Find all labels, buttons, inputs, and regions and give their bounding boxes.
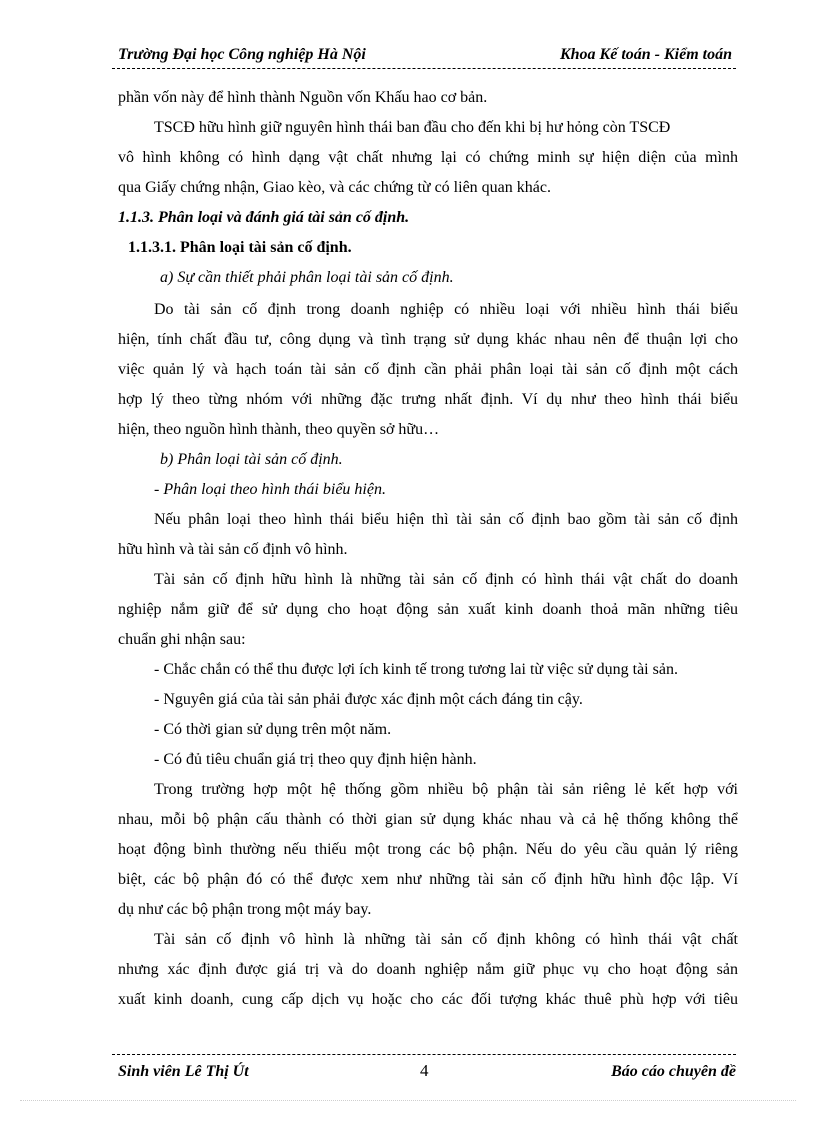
page-header — [112, 44, 736, 69]
header-faculty: Khoa Kế toán - Kiểm toán — [559, 46, 732, 63]
list-item: - Nguyên giá của tài sản phải được xác định một cách đáng tin cậy. — [154, 691, 583, 708]
text-line: qua Giấy chứng nhận, Giao kèo, và các chứng từ có liên quan khác. — [118, 179, 551, 196]
text-line: hiện, tính chất đầu tư, công dụng và tình trạng sử dụng khác nhau nên để thuận lợi cho — [118, 331, 738, 348]
subheading-dash: - Phân loại theo hình thái biểu hiện. — [154, 481, 386, 498]
text-line: Tài sản cố định hữu hình là những tài sản cố định có hình thái vật chất do doanh — [154, 571, 738, 588]
header-university: Trường Đại học Công nghiệp Hà Nội — [118, 46, 366, 63]
footer-report-type: Báo cáo chuyên đề — [611, 1063, 736, 1080]
text-line: hữu hình và tài sản cố định vô hình. — [118, 541, 348, 558]
text-line: xuất kinh doanh, cung cấp dịch vụ hoặc cho các đối tượng khác thuê phù hợp với tiêu — [118, 991, 738, 1008]
text-line: hiện, theo nguồn hình thành, theo quyền sở hữu… — [118, 421, 440, 438]
section-heading: 1.1.3. Phân loại và đánh giá tài sản cố định. — [118, 209, 410, 226]
page-number: 4 — [420, 1061, 429, 1080]
text-line: phần vốn này để hình thành Nguồn vốn Khấu hao cơ bản. — [118, 89, 488, 106]
page-footer — [112, 1054, 736, 1081]
text-line: dụ như các bộ phận trong một máy bay. — [118, 901, 372, 918]
text-line: nhau, mỗi bộ phận cấu thành có thời gian sử dụng khác nhau và cả hệ thống không thể — [118, 811, 738, 828]
text-line: nhưng xác định được giá trị và do doanh nghiệp nắm giữ phục vụ cho hoạt động sản — [118, 961, 738, 978]
text-line: hợp lý theo từng nhóm với những đặc trưng nhất định. Ví dụ như theo hình thái biểu — [118, 391, 738, 408]
subheading-a: a) Sự cần thiết phải phân loại tài sản cố định. — [160, 269, 454, 286]
text-line: TSCĐ hữu hình giữ nguyên hình thái ban đầu cho đến khi bị hư hỏng còn TSCĐ — [154, 119, 671, 136]
text-line: việc quản lý và hạch toán tài sản cố định cần phải phân loại tài sản cố định một cách — [118, 361, 738, 378]
text-line: biệt, các bộ phận đó có thể được xem như những tài sản cố định hữu hình độc lập. Ví — [118, 871, 738, 888]
text-line: chuẩn ghi nhận sau: — [118, 631, 246, 648]
text-line: Tài sản cố định vô hình là những tài sản cố định không có hình thái vật chất — [154, 931, 738, 948]
footer-student: Sinh viên Lê Thị Út — [118, 1063, 249, 1080]
text-line: nghiệp nắm giữ để sử dụng cho hoạt động sản xuất kinh doanh thoả mãn những tiêu — [118, 601, 738, 618]
list-item: - Có đủ tiêu chuẩn giá trị theo quy định hiện hành. — [154, 751, 477, 768]
text-line: vô hình không có hình dạng vật chất nhưng lại có chứng minh sự hiện diện của mình — [118, 149, 738, 166]
page-bottom-divider — [20, 1100, 796, 1101]
text-line: Trong trường hợp một hệ thống gồm nhiều bộ phận tài sản riêng lẻ kết hợp với — [154, 781, 738, 798]
subheading-b: b) Phân loại tài sản cố định. — [160, 451, 343, 468]
subsection-heading: 1.1.3.1. Phân loại tài sản cố định. — [128, 239, 352, 256]
text-line: Nếu phân loại theo hình thái biểu hiện thì tài sản cố định bao gồm tài sản cố định — [154, 511, 738, 528]
list-item: - Có thời gian sử dụng trên một năm. — [154, 721, 392, 738]
list-item: - Chắc chắn có thể thu được lợi ích kinh tế trong tương lai từ việc sử dụng tài sản. — [154, 661, 678, 678]
text-line: hoạt động bình thường nếu thiếu một trong các bộ phận. Nếu do yêu cầu quản lý riêng — [118, 841, 738, 858]
text-line: Do tài sản cố định trong doanh nghiệp có nhiều loại với nhiều hình thái biểu — [154, 301, 738, 318]
